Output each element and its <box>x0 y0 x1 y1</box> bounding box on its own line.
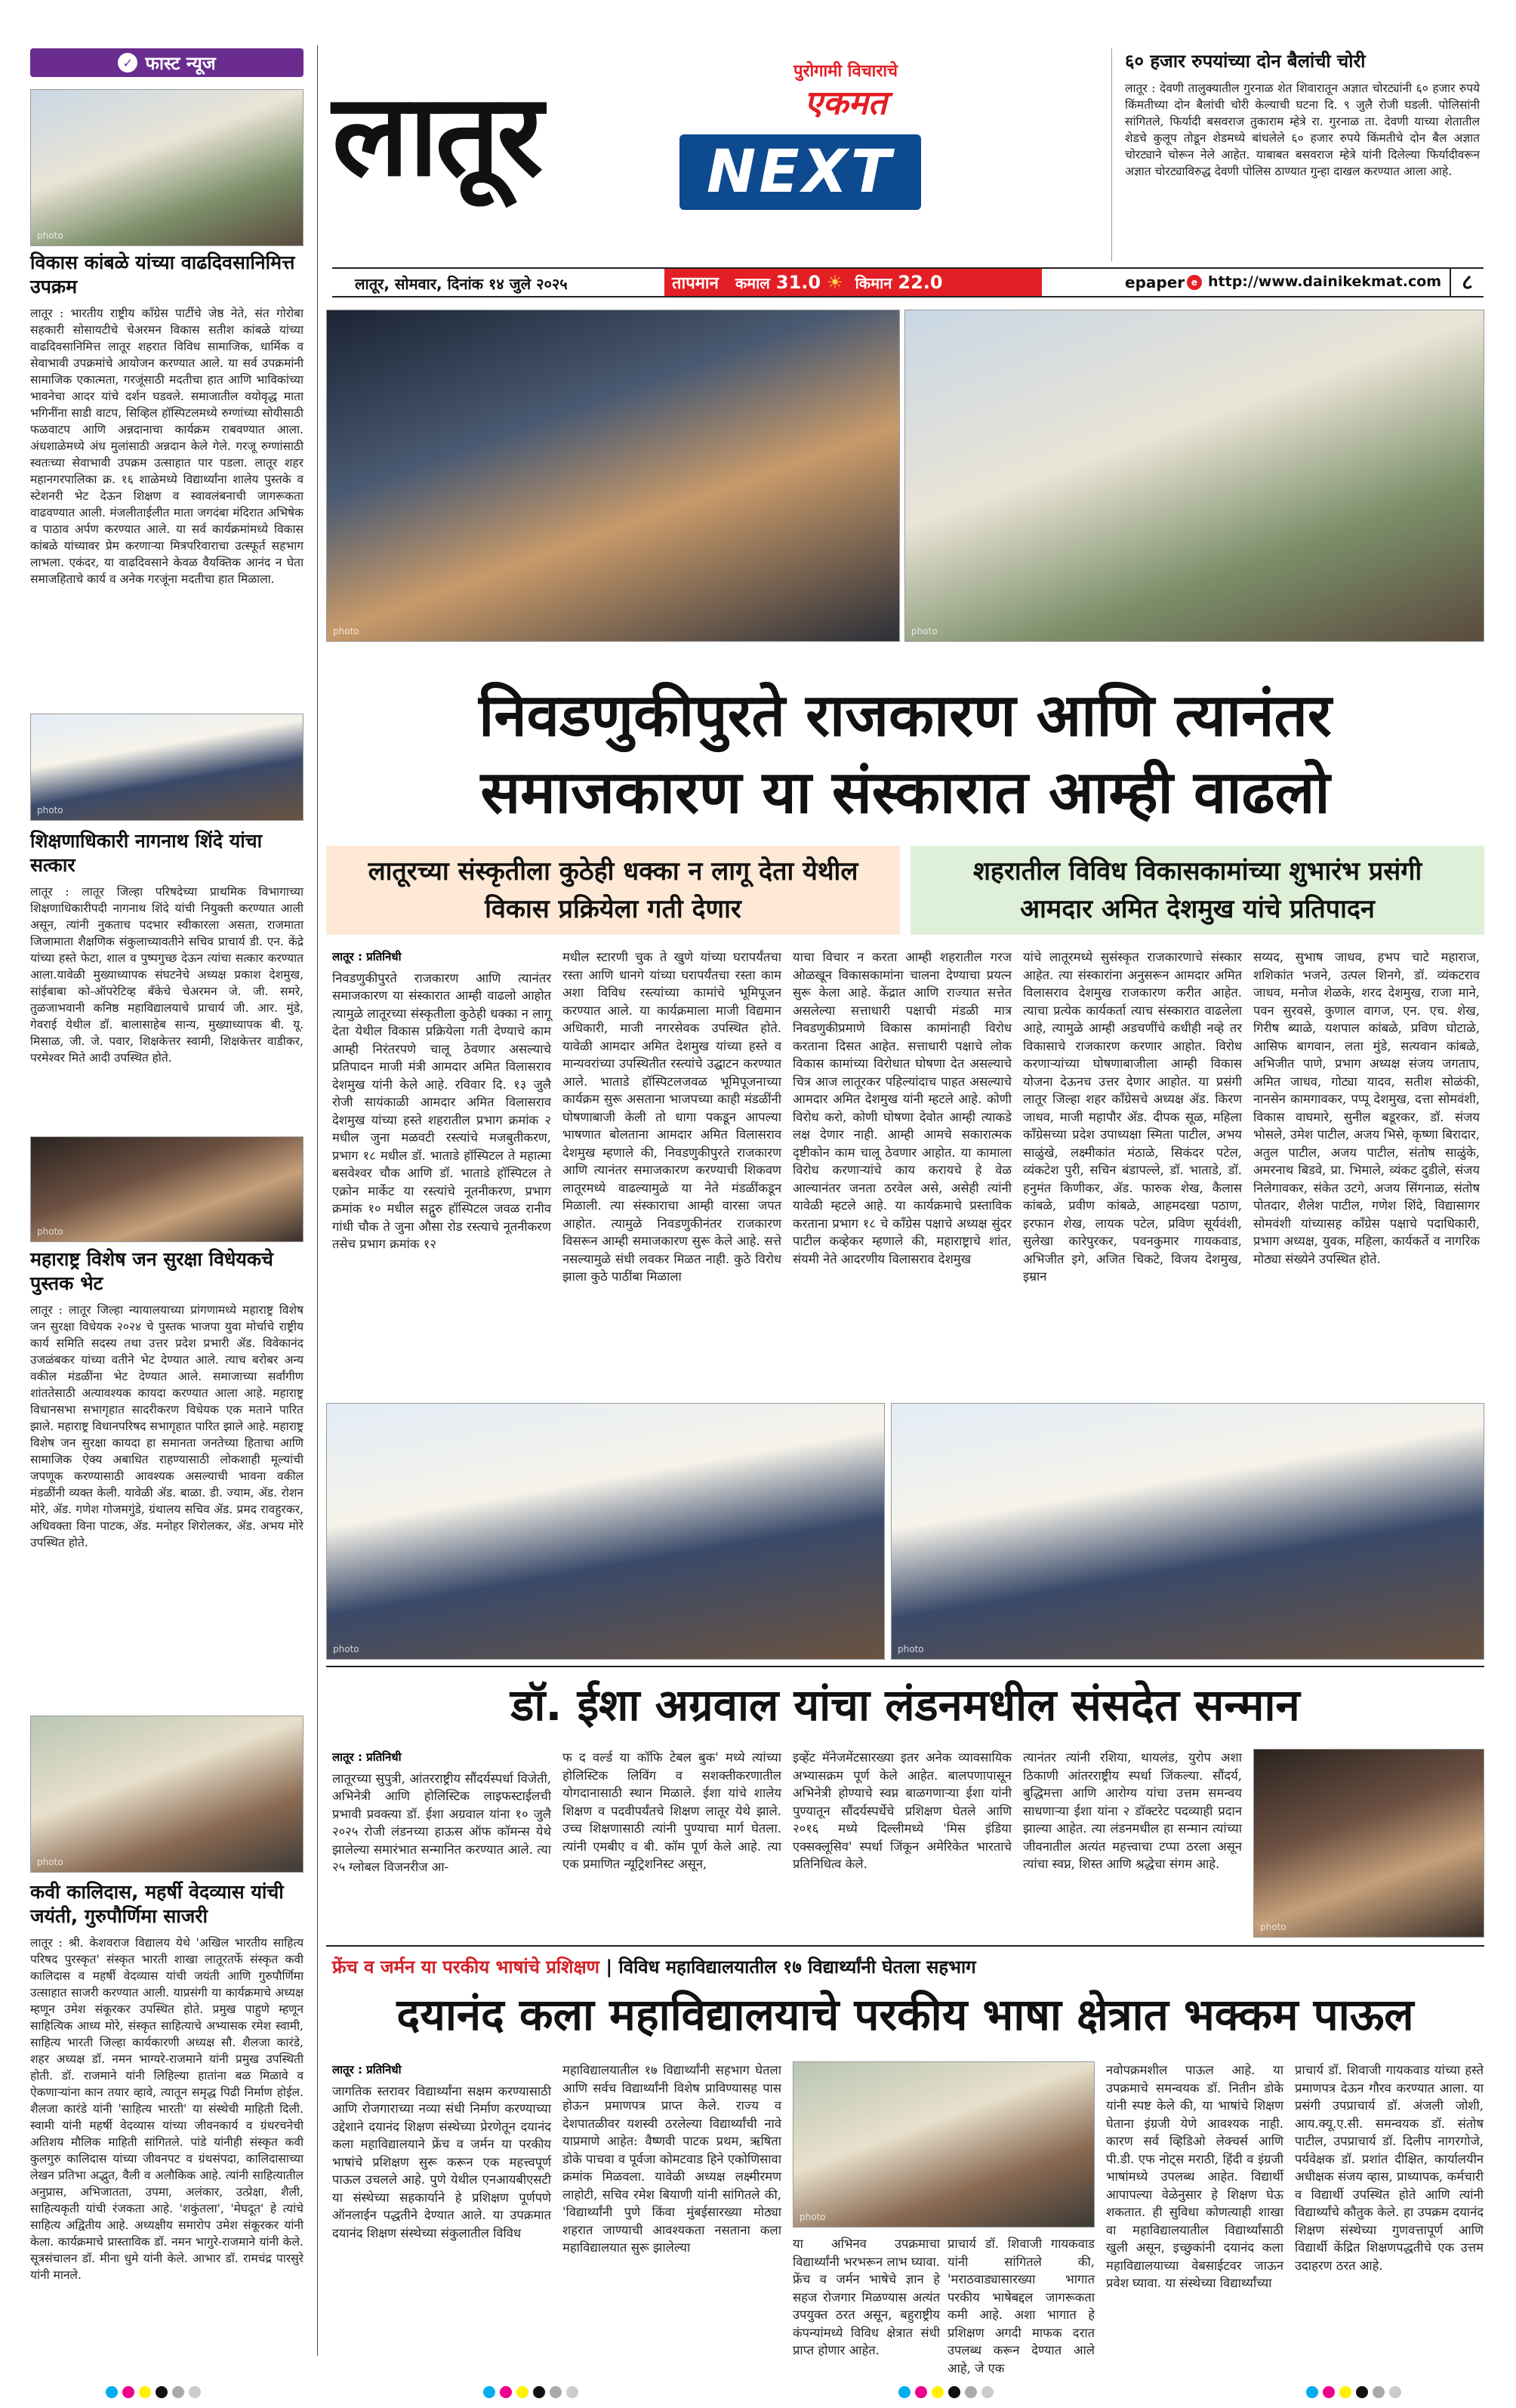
lead-col-4: यांचे लातूरमध्ये सुसंस्कृत राजकारणाचे संस्कार आहेत. त्या संस्कारांना अनुसरून आमदार अमित विलासराव देशमुख राजकारण करीत आहेत. त्याचा प्रत्येक कार्यकर्ता त्याच संस्कारात वाढलेला आहे, त्यामुळे आम्ही अडचणींचे कधीही नव्हे तर विकासाचे राजकारण करणार आहोत. विरोध करणाऱ्यांच्या घोषणाबाजीला आम्ही विकास योजना देऊनच उत्तर देणार आहोत. या प्रसंगी लातूर जिल्हा शहर काँग्रेसचे अध्यक्ष ॲड. किरण जाधव, माजी महापौर ॲड. दीपक सूळ, महिला काँग्रेसच्या प्रदेश उपाध्यक्षा स्मिता पाटील, अभय साळुंखे, लक्ष्मीकांत मंठाळे, सिकंदर पटेल, व्यंकटेश पुरी, सचिन बंडापल्ले, डॉ. भाताडे, डॉ. हनुमंत किणीकर, ॲड. फारुक शेख, कैलास कांबळे, प्रवीण कांबळे, आहमदखा पठाण, इरफान शेख, लायक पटेल, प्रविण सूर्यवंशी, सुलेखा कारेपुरकर, पवनकुमार गायकवाड, अभिजीत इगे, अजित चिकटे, विजय देशमुख, इम्रान <box>1023 950 1242 1284</box>
story2-col-1 <box>332 1749 551 1938</box>
story3-kicker <box>332 1954 1480 1979</box>
masthead-next-logo <box>679 134 921 210</box>
masthead-title: लातूर <box>332 70 541 202</box>
sun-icon: ☀ <box>827 272 843 293</box>
story3-headline: दयानंद कला महाविद्यालयाचे परकीय भाषा क्षेत्रात भक्कम पाऊल <box>396 1989 1414 2040</box>
lead-photo-1: photo <box>326 310 900 642</box>
deck-right-text: शहरातील विविध विकासकामांच्या शुभारंभ प्रसंगी आमदार अमित देशमुख यांचे प्रतिपादन <box>972 856 1422 924</box>
lead-byline: लातूर : प्रतिनिधी <box>332 950 402 964</box>
story2-col-1-text: लातूरच्या सुपुत्री, आंतरराष्ट्रीय सौंदर्यस्पर्धा विजेती, अभिनेत्री आणि होलिस्टिक लाइफस्टाईलची प्रभावी प्रवक्त्या डॉ. ईशा अग्रवाल यांना १० जुलै २०२५ रोजी लंडनच्या हाऊस ऑफ कॉमन्स येथे झालेल्या समारंभात सन्मानित करण्यात आले. त्या २५ ग्लोबल विजनरीज आ- <box>332 1771 551 1874</box>
lead-col-2: मधील स्टारणी चुक ते खुणे यांच्या घरापर्यंतचा रस्ता आणि धानगे यांच्या घरापर्यंतचा रस्ता काम अशा विविध रस्त्यांच्या कामांचे भूमिपूजन करण्यात आले. या कार्यक्रमाला माजी विद्यमान अधिकारी, माजी नगरसेवक उपस्थित होते. यावेळी आमदार अमित देशमुख यांच्या हस्ते व मान्यवरांच्या उपस्थितीत रस्त्यांचे उद्घाटन करण्यात आले. भाताडे हॉस्पिटलजवळ भूमिपूजनाच्या कार्यक्रम सुरू असताना भाजपच्या काही मंडळींनी घोषणाबाजी केली तो धागा पकडून आपल्या भाषणात बोलताना आमदार अमित विलासराव देशमुख म्हणाले की, निवडणुकीपुरते राजकारण आणि त्यानंतर समाजकारण करण्याची शिकवण लातूरमध्ये वाढल्यामुळे या नेते मंडळींकडून मिळाली. त्या संस्काराचा आम्ही वारसा जपत आहोत. त्यामुळे निवडणुकीनंतर राजकारण विसरून आम्ही समाजकारण सुरू केले आहे. सत्ते नसल्यामुळे संधी लवकर मिळत नाही. कुठे विरोध झाला कुठे पाठींबा मिळाला <box>562 950 781 1284</box>
weather-label: तापमान <box>672 274 719 293</box>
sidebar-text-1: लातूर : भारतीय राष्ट्रीय काँग्रेस पार्टीचे जेष्ठ नेते, संत गोरोबा सहकारी सोसायटीचे चेअरमन विकास सतीश कांबळे यांच्या वाढदिवसानिमित्त लातूर शहरात विविध सामाजिक, धार्मिक व सेवाभावी उपक्रमांचे आयोजन करण्यात आले. या सर्व उपक्रमांनी सामाजिक एकात्मता, गरजूंसाठी मदतीचा हात आणि भाविकांच्या भावनेचा आदर यांचे दर्शन घडवले. समाजातील वयोवृद्ध माता भगिनींना साडी वाटप, सिव्हिल हॉस्पिटलमध्ये रुग्णांच्या सोयीसाठी फळवाटप आणि अन्नदानाचा कार्यक्रम राबवण्यात आला. अंधशाळेमध्ये अंध मुलांसाठी अन्नदान केले गेले. गरजू रुग्णांसाठी स्वतःच्या सेवाभावी उपक्रम उत्साहात पार पडला. लातूर शहर महानगरपालिका क्र. १६ शाळेमध्ये विद्यार्थ्यांना शालेय पुस्तके व स्टेशनरी भेट देऊन शिक्षण व स्वावलंबनाची जागरूकता वाढवण्यात आली. मंजलीताईलीत माता जगदंबा मंदिरात अभिषेक व पाठाव अर्पण करण्यात आले. या सर्व कार्यक्रमांमध्ये विकास कांबळे यांच्यावर प्रेम करणाऱ्या मित्रपरिवाराचा उत्स्फूर्त सहभाग लाभला. एकंदर, या वाढदिवसाने केवळ वैयक्तिक आनंद न घेता समाजहिताचे कार्य व अनेक गरजूंना मदतीचा हात मिळाला. <box>30 307 304 586</box>
story3-col-6: प्राचार्य डॉ. शिवाजी गायकवाड यांच्या हस्ते प्रमाणपत्र देऊन गौरव करण्यात आला. या प्रसंगी उपप्राचार्य डॉ. अंजली जोशी, आय.क्यू.ए.सी. समन्वयक डॉ. संतोष पाटील, उपप्राचार्य डॉ. दिलीप नागरगोजे, पर्यवेक्षक डॉ. प्रशांत दीक्षित, कार्यालयीन अधीक्षक संजय व्हास, प्राध्यापक, कर्मचारी व विद्यार्थी उपस्थित होते आणि त्यांनी विद्यार्थ्यांचे कौतुक केले. हा उपक्रम दयानंद शिक्षण संस्थेच्या गुणवत्तापूर्ण आणि विद्यार्थी केंद्रित शिक्षणपद्धतीचे एक उत्तम उदाहरण ठरत आहे. <box>1295 2063 1484 2273</box>
sidebar-photo-4: photo <box>30 1716 304 1873</box>
story2-byline: लातूर : प्रतिनिधी <box>332 1750 402 1764</box>
top-brief-headline: ६० हजार रुपयांच्या दोन बैलांची चोरी <box>1125 51 1366 72</box>
top-brief-divider <box>1111 48 1112 261</box>
sidebar-header <box>30 48 304 77</box>
section-rule-1 <box>326 1666 1484 1667</box>
registration-marks-center-right <box>898 2386 994 2398</box>
deck-left-text: लातूरच्या संस्कृतीला कुठेही धक्का न लागू देता येथील विकास प्रक्रियेला गती देणार <box>368 856 858 924</box>
masthead-tagline: पुरोगामी विचाराचे <box>793 62 898 81</box>
epaper-label: epaper <box>1125 273 1185 291</box>
sidebar-text-2: लातूर : लातूर जिल्हा परिषदेच्या प्राथमिक विभागाच्या शिक्षणाधिकारीपदी नागनाथ शिंदे यांची नियुक्ती करण्यात आली असून, त्यांनी नुकताच पदभार स्वीकारला असता, राजमाता जिजामाता शैक्षणिक संकुलाच्यावतीने सचिव प्राचार्य डी. एन. केंद्रे यांच्या हस्ते फेटा, शाल व पुष्पगुच्छ देऊन त्यांचा सत्कार करण्यात आला.यावेळी मुख्याध्यापक संघटनेचे अध्यक्ष प्रकाश देशमुख, सांईबाबा को-ऑपरेटिव्ह बँकेचे चेअरमन जे. जी. समरे, तुळजाभवानी कनिष्ठ महाविद्यालयाचे प्राचार्य जी. आर. मुंडे, गेवराई येथील डॉ. बालासाहेब सान्य, मुख्याध्यापक बी. यू. मिसाळ, जी. जे. पवार, शिक्षकेत्तर स्वामी, शिक्षकेत्तर वाडीकर, परमेश्वर मिते आदी उपस्थित होते. <box>30 885 304 1065</box>
lead-col-3: याचा विचार न करता आम्ही शहरातील गरज ओळखून विकासकामांना चालना देण्याचा प्रयत्न सुरू केला आहे. केंद्रात आणि राज्यात सत्तेत असलेल्या सत्ताधारी पक्षाची मंडळी मात्र निवडणुकीप्रमाणे विकास कामांनाही विरोध करताना दिसत आहेत. सत्ताधारी पक्षाचे लोक विकास कामांच्या विरोधात घोषणा देत असल्याचे चित्र आज लातूरकर पहिल्यांदाच पाहत असल्याचे आमदार अमित देशमुख यांनी म्हटले आहे. कोणी विरोध करो, कोणी घोषणा देवोत आम्ही त्याकडे लक्ष देणार नाही. आम्ही आमचे सकारात्मक दृष्टीकोन काम चालू ठेवणार आहोत. या कामाला विरोध करणाऱ्यांचे काय करायचे हे वेळ आल्यानंतर जनता ठरवेल असे, असेही त्यांनी यावेळी म्हटले आहे. या कार्यक्रमाचे प्रस्ताविक करताना प्रभाग १८ चे काँग्रेस पक्षाचे अध्यक्ष सुंदर पाटील कव्हेकर म्हणाले की, महाराष्ट्राचे शांत, संयमी नेते आदरणीय विलासराव देशमुख <box>793 950 1012 1266</box>
deck-left <box>326 846 900 935</box>
deck-right <box>911 846 1484 935</box>
lead-col-1 <box>332 948 551 1386</box>
story3-col-1-text: जागतिक स्तरावर विद्यार्थ्यांना सक्षम करण्यासाठी आणि रोजगाराच्या नव्या संधी निर्माण करण्याच्या उद्देशाने दयानंद शिक्षण संस्थेच्या प्रेरणेतून दयानंद कला महाविद्यालयाने फ्रेंच व जर्मन या परकीय भाषांचे प्रशिक्षण सुरू करून एक महत्त्वपूर्ण पाऊल उचलले आहे. पुणे येथील एनआयबीएसटी या संस्थेच्या सहकार्याने हे प्रशिक्षण पूर्णपणे ऑनलाईन पद्धतीने देण्यात आले. या उपक्रमात दयानंद शिक्षण संस्थेच्या संकुलातील विविध <box>332 2083 551 2240</box>
section-rule-2 <box>326 1945 1484 1947</box>
sidebar-text-4: लातूर : श्री. केशवराज विद्यालय येथे 'अखिल भारतीय साहित्य परिषद पुरस्कृत' संस्कृत भारती शाखा लातूरतर्फे संस्कृत कवी कालिदास व महर्षी वेदव्यास यांची जयंती आणि गुरुपौर्णिमा उत्साहात साजरी करण्यात आली. याप्रसंगी या कार्यक्रमाचे अध्यक्ष म्हणून उमेश संकूरकर उपस्थित होते. प्रमुख पाहुणे म्हणून साहित्यिक आध्य मोरे, संस्कृत साहित्याचे अभ्यासक रमेश स्वामी, साहित्य भारती जिल्हा कार्यकारणी अध्यक्ष सौ. शैलजा कारंडे, शहर अध्यक्ष डॉ. नमन भाग्यरे-राजमाने यांनी प्रमुख उपस्थिती होती. डॉ. राजमाने यांनी लिहिल्या हातांना बळ मिळावे व ऐकणाऱ्यांना कान तयार व्हावे, त्यातून समृद्ध पिढी निर्माण होईल. शैलजा कारंडे यांनी 'साहित्य भारती' या संस्थेची माहिती दिली. स्वामी यांनी महर्षी वेदव्यास यांच्या जीवनकार्य व ग्रंथरचनेची अतिशय मौलिक माहिती सांगितले. पांडे यांनीही संस्कृत कवी कुलगुरु कालिदास यांच्या जीवनपट व ग्रंथसंपदा, कालिदासाच्या लेखन प्रतिभा अद्भुत, वैली व अलौकिक आहे. त्यांनी साहित्यातील अनुप्रास, अभिजातता, उपमा, अलंकार, उत्प्रेक्षा, शैली, साहित्यकृती यांची रंजकता आहे. 'शकुंतला', 'मेघदूत' हे त्यांचे साहित्य अद्वितीय आहे. अध्यक्षीय समारोप उमेश संकूरकर यांनी केला. कार्यक्रमाचे प्रास्ताविक डॉ. नमन भागुरे-राजमाने यांनी केले. सूत्रसंचालन डॉ. मीना धुमे यांनी केले. आभार डॉ. रामचंद्र पारसुरे यांनी मानले. <box>30 1936 304 2282</box>
sidebar-headline-4: कवी कालिदास, महर्षी वेदव्यास यांची जयंती, गुरुपौर्णिमा साजरी <box>30 1881 284 1927</box>
sidebar-headline-2: शिक्षणाधिकारी नागनाथ शिंदे यांचा सत्कार <box>30 830 263 876</box>
sidebar-text-3: लातूर : लातूर जिल्हा न्यायालयाच्या प्रांगणामध्ये महाराष्ट्र विशेष जन सुरक्षा विधेयक २०२४ चे पुस्तक भाजपा युवा मोर्चाचे राष्ट्रीय कार्य समिति सदस्य तथा उत्तर प्रदेश प्रभारी ॲड. विवेकानंद उजळंबकर यांच्या वतीने भेट देण्यात आले. त्याच बरोबर अन्य वकील मंडळींना भेट देण्यात आले. समाजाच्या सर्वांगीण शांततेसाठी अत्यावश्यक कायदा करण्यात आला आहे. महाराष्ट्र विधानसभा सभागृहात सादरीकरण विधेयक एक मताने पारित झाले. महाराष्ट्र विधानपरिषद सभागृहात पारित झाले आहे. महाराष्ट्र विशेष जन सुरक्षा कायदा हा समानता जनतेच्या हिताचा आणि सामाजिक ऐक्य अबाधित राहण्यासाठी लोकशाही मूल्यांची जपणूक करण्यासाठी आवश्यक असल्याची भावना वकील मंडळींनी व्यक्त केली. यावेळी ॲड. बाळा. डी. ज्याम, ॲड. रोशन मोरे, ॲड. गणेश गोजमगुंडे, ग्रंथालय सचिव ॲड. प्रमद रावहुरकर, अधिवक्ता विना पाटक, ॲड. मनोहर शिरोलकर, ॲड. अभय मोरे उपस्थित होते. <box>30 1303 304 1549</box>
lead-headline-line1: निवडणुकीपुरते राजकारण आणि त्यानंतर <box>479 682 1332 750</box>
fast-news-icon: ✓ <box>118 53 137 72</box>
sidebar-headline-1: विकास कांबळे यांच्या वाढदिवसानिमित्त उपक्रम <box>30 251 295 298</box>
website-link[interactable]: http://www.dainikekmat.com <box>1208 273 1442 290</box>
page-number: ८ <box>1450 267 1484 298</box>
sidebar-photo-3: photo <box>30 1136 304 1242</box>
registration-marks-left <box>106 2386 201 2398</box>
story3-col-1 <box>332 2061 551 2356</box>
lead-headline-line2: समाजकारण या संस्कारात आम्ही वाढलो <box>480 759 1330 827</box>
lead-photo-3: photo <box>326 1403 885 1660</box>
top-brief-text: लातूर : देवणी तालुक्यातील गुरनाळ शेत शिवारातून अज्ञात चोरट्यांनी ६० हजार रुपये किंमतीच्या दोन बैलांची चोरी केल्याची घटना दि. ९ जुलै रोजी घडली. पोलिसांनी सांगितले, फिर्यादी बसवराज तुकाराम म्हेत्रे रा. गुरनाळ ता. देवणी याच्या शेतातील शेडचे कुलूप तोडून शेडमध्ये बांधलेले ६० हजार रुपये किंमतीचे दोन बैल अज्ञात चोरट्याने चोरून नेले आहेत. याबाबत बसवराज म्हेत्रे यांनी दिलेल्या फिर्यादीवरून अज्ञात चोरट्याविरुद्ध देवणी पोलिस ठाण्यात गुन्हा दाखल करण्यात आला आहे. <box>1125 82 1480 178</box>
dateline: लातूर, सोमवार, दिनांक १४ जुले २०२५ <box>355 275 568 293</box>
kicker-separator: | <box>605 1956 619 1978</box>
registration-marks-right <box>1306 2386 1401 2398</box>
story2-headline: डॉ. ईशा अग्रवाल यांचा लंडनमधील संसदेत सन्मान <box>510 1679 1300 1731</box>
sidebar-photo-2: photo <box>30 714 304 821</box>
story2-photo: photo <box>1253 1749 1484 1938</box>
sidebar-headline-3: महाराष्ट्र विशेष जन सुरक्षा विधेयकचे पुस्तक भेट <box>30 1248 273 1294</box>
max-temp: 31.0 <box>775 272 821 293</box>
story3-col-2: महाविद्यालयातील १७ विद्यार्थ्यांनी सहभाग घेतला आणि सर्वच विद्यार्थ्यांनी विशेष प्राविण्यासह पास होऊन प्रमाणपत्र प्राप्त केले. राज्य व देशपातळीवर यशस्वी ठरलेल्या विद्यार्थ्यांची नावे याप्रमाणे आहेत: वैष्णवी पाटक प्रथम, ऋषिता डोके पाचवा व पूर्वजा कोमटवाड हिने एकोणिसावा क्रमांक मिळवला. यावेळी अध्यक्ष लक्ष्मीरमण लाहोटी, सचिव रमेश बियाणी यांनी सांगितले की, 'विद्यार्थ्यांनी पुणे किंवा मुंबईसारख्या मोठ्या शहरात जाण्याची आवश्यकता नसताना कला महाविद्यालयात सुरू झालेल्या <box>562 2063 781 2255</box>
sidebar-title: फास्ट न्यूज <box>145 52 216 74</box>
globe-icon: e <box>1187 275 1202 290</box>
max-label: कमाल <box>735 273 770 292</box>
story3-photo: photo <box>793 2061 1095 2228</box>
sidebar-photo-1: photo <box>30 89 304 246</box>
registration-marks-center-left <box>483 2386 578 2398</box>
story3-col-5: नवोपक्रमशील पाऊल आहे. या उपक्रमाचे समन्वयक डॉ. नितीन डोके यांनी स्पष्ट केले की, या भाषांचे शिक्षण घेताना इंग्रजी येणे आवश्यक नाही. कारण सर्व व्हिडिओ लेक्चर्स आणि पी.डी. एफ नोट्स मराठी, हिंदी व इंग्रजी भाषांमध्ये उपलब्ध आहेत. विद्यार्थी आपापल्या वेळेनुसार हे शिक्षण घेऊ शकतात. ही सुविधा कोणत्याही शाखा वा महाविद्यालयातील विद्यार्थ्यांसाठी खुली असून, इच्छुकांनी दयानंद कला महाविद्यालयाच्या वेबसाईटवर जाऊन प्रवेश घ्यावा. या संस्थेच्या विद्यार्थ्यांच्या <box>1106 2063 1283 2290</box>
masthead-brand: एकमत <box>804 84 887 122</box>
story3-kicker-left: फ्रेंच व जर्मन या परकीय भाषांचे प्रशिक्षण <box>332 1956 600 1978</box>
story3-kicker-right: विविध महाविद्यालयातील १७ विद्यार्थ्यांनी घेतला सहभाग <box>618 1956 976 1978</box>
story2-col-2: फ द वर्ल्ड या कॉफि टेबल बुक' मध्ये त्यांच्या होलिस्टिक लिविंग व सशक्तीकरणातील योगदानासाठी स्थान मिळाले. ईशा यांचे शालेय शिक्षण व पदवीपर्यंतचे शिक्षण लातूर येथे झाले. उच्च शिक्षणासाठी त्यांनी पुण्याचा मार्ग घेतला. त्यांनी एमबीए व बी. कॉम पूर्ण केले आहे. त्या एक प्रमाणित न्यूट्रिशनिस्ट असून, <box>562 1750 781 1871</box>
lead-photo-2: photo <box>904 310 1484 642</box>
story3-col-3: या अभिनव उपक्रमाचा विद्यार्थ्यांनी भरभरून लाभ घ्यावा. फ्रेंच व जर्मन भाषेचे ज्ञान हे सहज रोजगार मिळण्यास अत्यंत उपयुक्त ठरत असून, बहुराष्ट्रीय कंपन्यांमध्ये विविध क्षेत्रात संधी प्राप्त होणार आहेत. <box>793 2237 940 2357</box>
lead-col-1-text: निवडणुकीपुरते राजकारण आणि त्यानंतर समाजकारण या संस्कारात आम्ही वाढलो आहोत त्यामुळे लातूरच्या संस्कृतीला कुठेही धक्का न लागू देता येथील विकास प्रक्रियेला गती देण्याचे काम आम्ही निरंतरपणे चालू ठेवणार असल्याचे प्रतिपादन माजी मंत्री आमदार अमित विलासराव देशमुख यांनी केले आहे. रविवार दि. १३ जुलै रोजी सायंकाळी आमदार अमित विलासराव देशमुख यांच्या हस्ते शहरातील प्रभाग क्रमांक २ मधील जुना मळवटी रस्त्यांचे मजबुतीकरण, प्रभाग १८ मधील डॉ. भाताडे हॉस्पिटल ते महात्मा बसवेश्वर चौक आणि डॉ. भाताडे हॉस्पिटल ते एक्रोन मार्केट या रस्त्यांचे नूतनीकरण, प्रभाग क्रमांक १० मधील सद्गुरु हॉस्पिटल जवळ रानीव गांधी चौक ते जुना औसा रोड रस्त्याचे नूतनीकरण तसेच प्रभाग क्रमांक १२ <box>332 970 551 1251</box>
lead-col-5: सय्यद, सुभाष जाधव, हभप चाटे महाराज, शशिकांत भजने, उत्पल शिनगे, डॉ. व्यंकटराव जाधव, मनोज शेळके, शरद देशमुख, राजा माने, पवन सुरवसे, कुणाल वागज, एन. एच. शेख, गिरीष ब्याळे, यशपाल कांबळे, प्रविण घोटाळे, आसिफ बागवान, लता मुंडे, सत्यवान कांबळे, अभिजीत पाणे, प्रभाग अध्यक्ष संजय जगताप, अमित जाधव, गोट्या यादव, सतीश सोळंकी, नानसेन कामगावकर, पप्पू देशमुख, दत्ता सोमवंशी, विकास वाघमारे, सुनील बडूरकर, डॉ. संजय भोसले, उमेश पाटील, अजय भिसे, कृष्णा बिरादार, अतुल पाटील, अजय पाटील, संतोष साळुंके, अमरनाथ बिडवे, प्रा. भिमाले, व्यंकट दुडीले, संजय निलेगावकर, संकेत उटगे, अजय सिंगनाळ, संतोष पोतदार, शैलेश पाटील, गणेश शिंदे, विद्यासागर सोमवंशी यांच्यासह काँग्रेस पक्षाचे पदाधिकारी, प्रभाग अध्यक्ष, युवक, महिला, कार्यकर्ते व नागरिक मोठ्या संख्येने उपस्थित होते. <box>1253 950 1480 1266</box>
min-label: किमान <box>855 273 892 292</box>
weather-box <box>664 269 1042 296</box>
story3-col-4: प्राचार्य डॉ. शिवाजी गायकवाड यांनी सांगितले की, 'मराठवाड्यासारख्या भागात परकीय भाषेबद्दल जागरूकता कमी आहे. अशा भागात हे प्रशिक्षण अगदी माफक दरात उपलब्ध करून देण्यात आले आहे, जे एक <box>948 2237 1095 2376</box>
min-temp: 22.0 <box>898 272 943 293</box>
masthead-next: NEXT <box>707 138 894 206</box>
sidebar-divider <box>317 45 318 2356</box>
story3-byline: लातूर : प्रतिनिधी <box>332 2063 402 2077</box>
lead-photo-4: photo <box>891 1403 1484 1660</box>
story2-col-3: इव्हेंट मॅनेजमेंटसारख्या इतर अनेक व्यावसायिक अभ्यासक्रम पूर्ण केले आहेत. बालपणापासून अभिनेत्री होण्याचे स्वप्न बाळगणाऱ्या ईशा यांनी पुण्यातून सौंदर्यस्पर्धेचे प्रशिक्षण घेतले आणि २०१६ मध्ये दिल्लीमध्ये 'मिस इंडिया एक्सक्लूसिव' स्पर्धा जिंकून अमेरिकेत भारताचे प्रतिनिधित्व केले. <box>793 1750 1012 1871</box>
story2-col-4: त्यानंतर त्यांनी रशिया, थायलंड, युरोप अशा ठिकाणी आंतरराष्ट्रीय स्पर्धा जिंकल्या. सौंदर्य, बुद्धिमत्ता आणि आरोग्य यांचा उत्तम समन्वय साधणाऱ्या ईशा यांना २ डॉक्टरेट पदव्याही प्रदान झाल्या आहेत. त्या लंडनमधील हा सन्मान त्यांच्या जीवनातील अत्यंत महत्त्वाचा टप्पा ठरला असून त्यांचा स्वप्न, शिस्त आणि श्रद्धेचा संगम आहे. <box>1023 1750 1242 1871</box>
